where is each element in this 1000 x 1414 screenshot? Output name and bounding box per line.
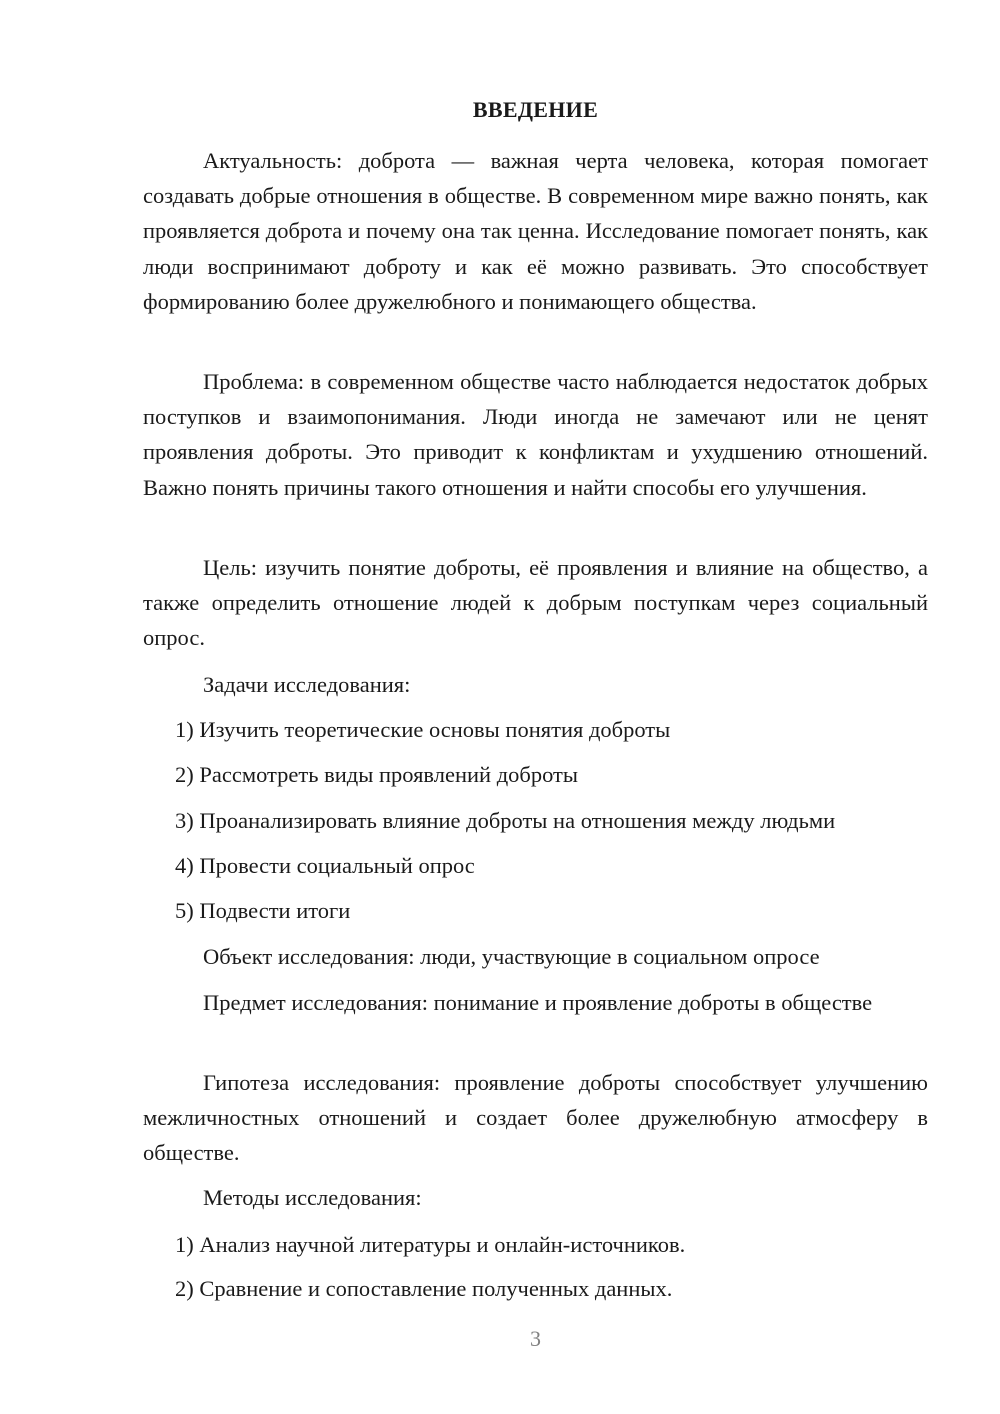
- goal-paragraph: Цель: изучить понятие доброты, её проявления и влияние на общество, а также определить отношение людей к добрым поступкам через социальный опрос.: [143, 555, 928, 651]
- page-title: ВВЕДЕНИЕ: [472, 97, 599, 122]
- task-item-1: 1) Изучить теоретические основы понятия доброты: [175, 717, 671, 742]
- task-item-3: 3) Проанализировать влияние доброты на отношения между людьми: [175, 808, 836, 833]
- document-page: [143, 0, 928, 1414]
- subject-paragraph: Предмет исследования: понимание и проявление доброты в обществе: [203, 990, 873, 1015]
- tasks-heading: Задачи исследования:: [203, 672, 411, 697]
- problem-paragraph: Проблема: в современном обществе часто наблюдается недостаток добрых поступков и взаимопонимания. Люди иногда не замечают или не ценят проявления доброты. Это приводит к конфликтам и ухудшению отношений. Важно понять причины такого отношения и найти способы его улучшения.: [143, 369, 928, 500]
- task-item-2: 2) Рассмотреть виды проявлений доброты: [175, 762, 579, 787]
- object-paragraph: Объект исследования: люди, участвующие в социальном опросе: [203, 944, 820, 969]
- task-item-4: 4) Провести социальный опрос: [175, 853, 475, 878]
- methods-heading: Методы исследования:: [203, 1185, 422, 1210]
- hypothesis-paragraph: Гипотеза исследования: проявление доброты способствует улучшению межличностных отношений и создает более дружелюбную атмосферу в обществе.: [143, 1070, 928, 1166]
- task-item-5: 5) Подвести итоги: [175, 898, 351, 923]
- page-number: 3: [530, 1326, 541, 1351]
- relevance-paragraph: Актуальность: доброта — важная черта человека, которая помогает создавать добрые отношения в обществе. В современном мире важно понять, как проявляется доброта и почему она так ценна. Исследование помогает понять, как люди воспринимают доброту и как её можно развивать. Это способствует формированию более дружелюбного и понимающего общества.: [143, 148, 928, 314]
- method-item-1: 1) Анализ научной литературы и онлайн-источников.: [175, 1232, 686, 1257]
- method-item-2: 2) Сравнение и сопоставление полученных данных.: [175, 1276, 673, 1301]
